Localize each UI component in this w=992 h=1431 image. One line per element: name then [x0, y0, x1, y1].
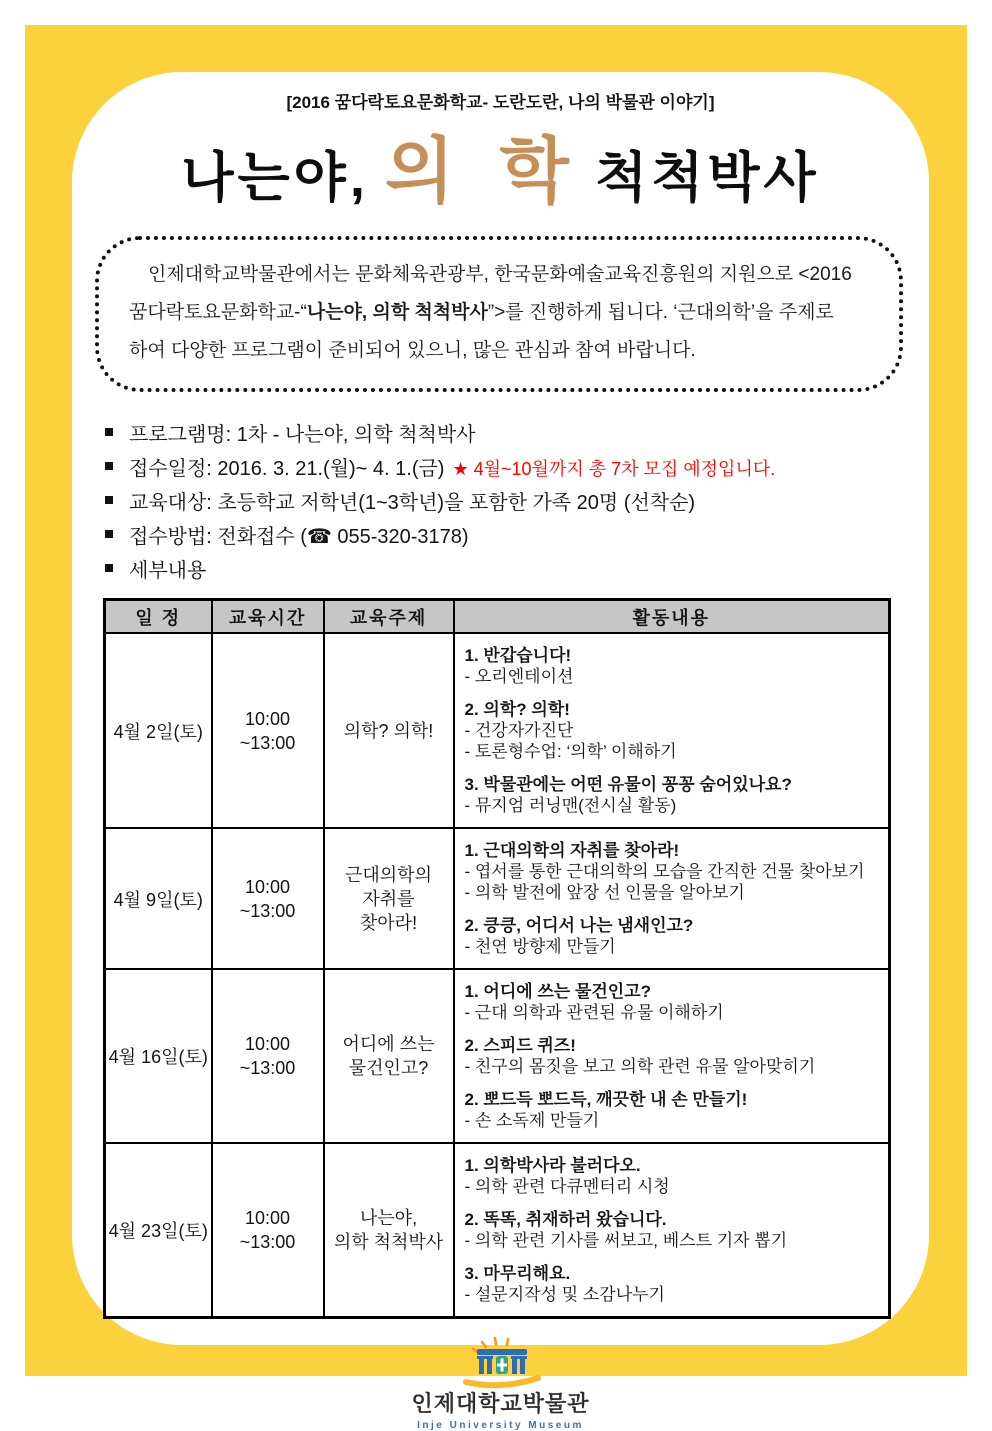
schedule-activities-cell	[454, 969, 890, 1143]
activity-group	[465, 699, 881, 762]
intro-text-before: 인제대학교박물관에서는 문화체육관광부, 한국문화예술교육진흥원의 지원으로 <2016 꿈다락토요문화학교-“	[129, 264, 852, 323]
info-text: 접수일정: 2016. 3. 21.(월)~ 4. 1.(금)	[129, 458, 445, 480]
activity-item: - 엽서를 통한 근대의학의 모습을 간직한 건물 찾아보기	[464, 862, 865, 881]
info-item-target-audience	[105, 486, 929, 520]
topic-line: 찾아라!	[359, 912, 418, 933]
museum-building-icon	[453, 1337, 549, 1389]
activity-item: - 토론형수업: ‘의학’ 이해하기	[464, 742, 677, 761]
schedule-date-cell: 4월 23일(토)	[105, 1143, 212, 1318]
time-line: ~13:00	[239, 1232, 296, 1252]
topic-line: 자취를	[362, 888, 415, 909]
schedule-topic-cell	[324, 633, 454, 828]
info-item-details	[105, 554, 929, 588]
activity-title: 1. 어디에 쓰는 물건인고?	[464, 982, 652, 1001]
schedule-topic-cell	[324, 969, 454, 1143]
activity-item: - 오리엔테이션	[464, 667, 574, 686]
program-info-list	[105, 418, 929, 588]
content-panel	[72, 72, 929, 1431]
schedule-table	[103, 598, 891, 1319]
activity-group	[465, 774, 881, 816]
activity-group	[465, 1035, 881, 1077]
activity-group	[465, 981, 881, 1023]
activity-title: 3. 마무리해요.	[464, 1264, 571, 1283]
activity-item: - 설문지작성 및 소감나누기	[464, 1285, 665, 1304]
square-bullet-icon	[105, 564, 113, 572]
schedule-time-cell	[212, 633, 324, 828]
info-item-registration-method	[105, 520, 929, 554]
schedule-time-cell	[212, 969, 324, 1143]
time-line: 10:00	[244, 876, 291, 897]
topic-line: 의학? 의학!	[343, 720, 434, 741]
intro-text-bold: 나는야, 의학 척척박사	[306, 302, 488, 323]
schedule-row	[105, 633, 890, 828]
info-text: 교육대상: 초등학교 저학년(1~3학년)을 포함한 가족 20명 (선착순)	[129, 492, 696, 514]
topic-line: 물건인고?	[348, 1058, 429, 1078]
activity-item: - 뮤지엄 러닝맨(전시실 활동)	[464, 796, 677, 815]
time-line: 10:00	[244, 1034, 291, 1054]
info-text: 프로그램명: 1차 - 나는야, 의학 척척박사	[129, 424, 476, 446]
square-bullet-icon	[105, 428, 113, 436]
schedule-date-cell: 4월 2일(토)	[105, 633, 212, 828]
activity-title: 2. 킁킁, 어디서 나는 냄새인고?	[464, 916, 694, 935]
time-line: ~13:00	[239, 732, 296, 753]
title-part1: 나는야,	[181, 148, 369, 208]
museum-name-english: Inje University Museum	[417, 1420, 584, 1431]
activity-title: 2. 의학? 의학!	[464, 700, 570, 719]
activity-title: 3. 박물관에는 어떤 유물이 꽁꽁 숨어있나요?	[464, 775, 792, 794]
activity-item: - 근대 의학과 관련된 유물 이해하기	[464, 1003, 724, 1022]
schedule-topic-cell	[324, 1143, 454, 1318]
schedule-row	[105, 1143, 890, 1318]
info-note-red: ★ 4월~10월까지 총 7차 모집 예정입니다.	[452, 459, 776, 479]
square-bullet-icon	[105, 530, 113, 538]
time-line: ~13:00	[239, 900, 296, 921]
info-item-program-name	[105, 418, 929, 452]
intro-dashed-box	[95, 236, 903, 392]
header-topic: 교육주제	[324, 600, 454, 634]
activity-item: - 의학 관련 다큐멘터리 시청	[464, 1177, 670, 1196]
schedule-activities-cell	[454, 828, 890, 969]
topic-line: 어디에 쓰는	[342, 1034, 435, 1054]
intro-text-after: ”>를 진행하게 됩니다. ‘근대의학’을 주제로 하여 다양한 프로그램이 준비되어 있으니, 많은 관심과 참여 바랍니다.	[129, 302, 834, 361]
activity-item: - 손 소독제 만들기	[464, 1111, 600, 1130]
activity-group	[465, 915, 881, 957]
schedule-table-body	[105, 633, 890, 1318]
topic-line: 나는야,	[359, 1208, 418, 1228]
activity-group	[465, 1155, 881, 1197]
activity-group	[465, 1089, 881, 1131]
time-line: 10:00	[244, 1208, 291, 1228]
museum-logo	[72, 1337, 929, 1431]
poster-title	[72, 128, 929, 213]
activity-item: - 친구의 몸짓을 보고 의학 관련 유물 알아맞히기	[464, 1057, 816, 1076]
schedule-time-cell	[212, 828, 324, 969]
activity-title: 2. 스피드 퀴즈!	[464, 1036, 576, 1055]
activity-title: 1. 근대의학의 자취를 찾아라!	[464, 841, 680, 860]
schedule-activities-cell	[454, 1143, 890, 1318]
info-item-registration-period	[105, 452, 929, 486]
square-bullet-icon	[105, 462, 113, 470]
schedule-topic-cell	[324, 828, 454, 969]
topic-line: 의학 척척박사	[333, 1232, 444, 1252]
activity-title: 1. 반갑습니다!	[464, 646, 572, 665]
activity-group	[465, 840, 881, 903]
schedule-date-cell: 4월 16일(토)	[105, 969, 212, 1143]
schedule-row	[105, 969, 890, 1143]
header-date: 일 정	[105, 600, 212, 634]
activity-title: 1. 의학박사라 불러다오.	[464, 1156, 641, 1175]
program-subtitle: [2016 꿈다락토요문화학교- 도란도란, 나의 박물관 이야기]	[286, 93, 715, 112]
square-bullet-icon	[105, 496, 113, 504]
museum-name-korean: 인제대학교박물관	[411, 1391, 590, 1416]
activity-item: - 의학 관련 기사를 써보고, 베스트 기자 뽑기	[464, 1231, 788, 1250]
title-part2: 척척박사	[595, 148, 820, 208]
topic-line: 근대의학의	[345, 864, 432, 885]
yellow-frame	[25, 25, 967, 1431]
title-accent-medicine: 의 학	[384, 128, 579, 213]
activity-item: - 건강자가진단	[464, 721, 574, 740]
activity-title: 2. 뽀드득 뽀드득, 깨끗한 내 손 만들기!	[464, 1090, 748, 1109]
header-time: 교육시간	[212, 600, 324, 634]
activity-item: - 의학 발전에 앞장 선 인물을 알아보기	[464, 883, 745, 902]
schedule-row	[105, 828, 890, 969]
activity-group	[465, 645, 881, 687]
header-activities: 활동내용	[454, 600, 890, 634]
time-line: 10:00	[244, 708, 291, 729]
activity-title: 2. 똑똑, 취재하러 왔습니다.	[464, 1210, 667, 1229]
schedule-header-row	[105, 600, 890, 634]
activity-item: - 천연 방향제 만들기	[464, 937, 616, 956]
activity-group	[465, 1209, 881, 1251]
schedule-date-cell: 4월 9일(토)	[105, 828, 212, 969]
info-text: 접수방법: 전화접수 (☎ 055-320-3178)	[129, 526, 469, 548]
activity-group	[465, 1263, 881, 1305]
schedule-time-cell	[212, 1143, 324, 1318]
info-text: 세부내용	[129, 560, 207, 582]
time-line: ~13:00	[239, 1058, 296, 1078]
schedule-activities-cell	[454, 633, 890, 828]
